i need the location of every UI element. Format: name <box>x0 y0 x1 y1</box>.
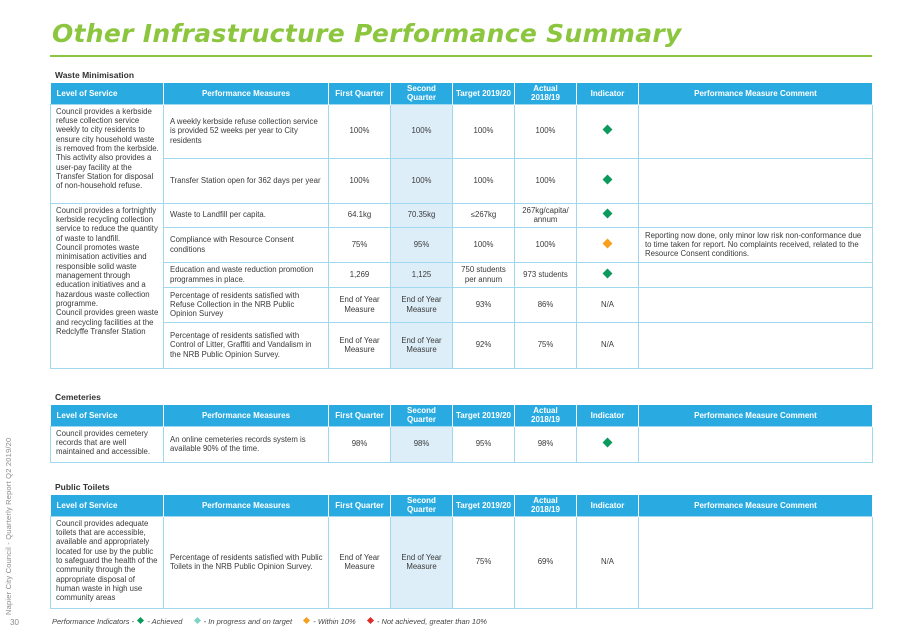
col-header-actual: Actual 2018/19 <box>515 495 577 516</box>
waste-table <box>50 83 873 369</box>
within-10-legend-icon <box>303 617 310 624</box>
actual-value: 100% <box>515 158 577 203</box>
achieved-indicator-icon <box>603 268 613 278</box>
performance-measure: Compliance with Resource Consent conditions <box>164 227 329 262</box>
table-row <box>51 203 873 227</box>
col-header-target: Target 2019/20 <box>453 405 515 426</box>
section-title-cemeteries: Cemeteries <box>55 392 101 402</box>
actual-value: 86% <box>515 287 577 322</box>
achieved-indicator-icon <box>603 438 613 448</box>
col-header-q1: First Quarter <box>329 405 391 426</box>
indicator-cell: N/A <box>577 287 639 322</box>
indicator-cell <box>577 158 639 203</box>
level-of-service: Council provides a kerbside refuse collection service weekly to city residents to ensure city household waste is removed from the kerbside. This activity also provides a user-pay facility at the Transfer Station for disposal of non-household refuse. <box>51 104 164 203</box>
target-value: 92% <box>453 322 515 368</box>
page-title: Other Infrastructure Performance Summary <box>52 19 682 48</box>
target-value: ≤267kg <box>453 203 515 227</box>
first-quarter-value: 100% <box>329 104 391 158</box>
actual-value: 98% <box>515 426 577 462</box>
col-header-comment: Performance Measure Comment <box>639 405 873 426</box>
second-quarter-value: 98% <box>391 426 453 462</box>
indicator-legend <box>52 617 495 626</box>
achieved-indicator-icon <box>603 174 613 184</box>
actual-value: 267kg/capita/ annum <box>515 203 577 227</box>
col-header-q1: First Quarter <box>329 495 391 516</box>
target-value: 93% <box>453 287 515 322</box>
target-value: 95% <box>453 426 515 462</box>
level-of-service: Council provides adequate toilets that are accessible, available and appropriately located for use by the public to safeguard the health of the community through the appropriate disposal of human waste in high use community areas <box>51 516 164 608</box>
second-quarter-value: 70.35kg <box>391 203 453 227</box>
target-value: 100% <box>453 104 515 158</box>
col-header-pm: Performance Measures <box>164 405 329 426</box>
toilets-table <box>50 495 873 609</box>
first-quarter-value: End of Year Measure <box>329 322 391 368</box>
first-quarter-value: 100% <box>329 158 391 203</box>
table-row <box>51 287 873 322</box>
col-header-los: Level of Service <box>51 83 164 104</box>
col-header-target: Target 2019/20 <box>453 83 515 104</box>
title-rule <box>50 55 872 57</box>
col-header-q2: Second Quarter <box>391 495 453 516</box>
comment-cell <box>639 158 873 203</box>
cemeteries-table <box>50 405 873 463</box>
not-achieved-legend-icon <box>367 617 374 624</box>
achieved-legend-icon <box>137 617 144 624</box>
performance-measure: A weekly kerbside refuse collection service is provided 52 weeks per year to City residents <box>164 104 329 158</box>
target-value: 100% <box>453 158 515 203</box>
table-row <box>51 104 873 158</box>
performance-measure: Percentage of residents satisfied with Refuse Collection in the NRB Public Opinion Survey <box>164 287 329 322</box>
target-value: 100% <box>453 227 515 262</box>
level-of-service: Council provides cemetery records that are well maintained and accessible. <box>51 426 164 462</box>
comment-cell: Reporting now done, only minor low risk non-conformance due to time taken for report. No complaints received, related to the Resource Consent conditions. <box>639 227 873 262</box>
col-header-comment: Performance Measure Comment <box>639 495 873 516</box>
second-quarter-value: End of Year Measure <box>391 516 453 608</box>
actual-value: 75% <box>515 322 577 368</box>
level-of-service: Council provides a fortnightly kerbside recycling collection service to reduce the quantity of waste to landfill. Council promotes waste minimisation activities and responsible solid waste management through education initiatives and a hazardous waste collection programme. Council provides green waste and recycling facilities at the Redclyffe Transfer Station <box>51 203 164 368</box>
second-quarter-value: End of Year Measure <box>391 287 453 322</box>
actual-value: 100% <box>515 227 577 262</box>
target-value: 75% <box>453 516 515 608</box>
comment-cell <box>639 203 873 227</box>
comment-cell <box>639 104 873 158</box>
legend-in-progress: - In progress and on target <box>203 617 293 626</box>
col-header-los: Level of Service <box>51 495 164 516</box>
comment-cell <box>639 262 873 287</box>
legend-not-achieved: - Not achieved, greater than 10% <box>376 617 487 626</box>
table-row <box>51 516 873 608</box>
indicator-cell <box>577 262 639 287</box>
achieved-indicator-icon <box>603 209 613 219</box>
page-number: 30 <box>10 618 19 627</box>
comment-cell <box>639 516 873 608</box>
legend-prefix: Performance Indicators - <box>52 617 135 626</box>
comment-cell <box>639 322 873 368</box>
indicator-cell <box>577 426 639 462</box>
legend-within: - Within 10% <box>313 617 356 626</box>
first-quarter-value: 75% <box>329 227 391 262</box>
in-progress-legend-icon <box>194 617 201 624</box>
col-header-actual: Actual 2018/19 <box>515 405 577 426</box>
section-title-waste: Waste Minimisation <box>55 70 135 80</box>
col-header-indicator: Indicator <box>577 405 639 426</box>
col-header-indicator: Indicator <box>577 83 639 104</box>
table-row <box>51 322 873 368</box>
col-header-actual: Actual 2018/19 <box>515 83 577 104</box>
indicator-cell <box>577 203 639 227</box>
target-value: 750 students per annum <box>453 262 515 287</box>
col-header-q2: Second Quarter <box>391 83 453 104</box>
col-header-pm: Performance Measures <box>164 83 329 104</box>
side-footer-text: Napier City Council - Quarterly Report Q2 2019/20 <box>4 437 13 615</box>
col-header-los: Level of Service <box>51 405 164 426</box>
second-quarter-value: 100% <box>391 104 453 158</box>
performance-measure: Percentage of residents satisfied with Control of Litter, Graffiti and Vandalism in the NRB Public Opinion Survey. <box>164 322 329 368</box>
actual-value: 100% <box>515 104 577 158</box>
performance-measure: Education and waste reduction promotion programmes in place. <box>164 262 329 287</box>
table-row <box>51 158 873 203</box>
actual-value: 69% <box>515 516 577 608</box>
table-row <box>51 227 873 262</box>
section-title-toilets: Public Toilets <box>55 482 110 492</box>
indicator-cell <box>577 227 639 262</box>
table-header-row <box>51 83 873 104</box>
col-header-comment: Performance Measure Comment <box>639 83 873 104</box>
actual-value: 973 students <box>515 262 577 287</box>
col-header-q2: Second Quarter <box>391 405 453 426</box>
col-header-pm: Performance Measures <box>164 495 329 516</box>
performance-measure: Transfer Station open for 362 days per year <box>164 158 329 203</box>
table-row <box>51 426 873 462</box>
second-quarter-value: 95% <box>391 227 453 262</box>
comment-cell <box>639 426 873 462</box>
table-row <box>51 262 873 287</box>
first-quarter-value: End of Year Measure <box>329 287 391 322</box>
table-header-row <box>51 495 873 516</box>
indicator-cell <box>577 104 639 158</box>
first-quarter-value: 1,269 <box>329 262 391 287</box>
within-10-indicator-icon <box>603 238 613 248</box>
legend-achieved: - Achieved <box>147 617 183 626</box>
first-quarter-value: 64.1kg <box>329 203 391 227</box>
performance-measure: An online cemeteries records system is available 90% of the time. <box>164 426 329 462</box>
first-quarter-value: 98% <box>329 426 391 462</box>
indicator-cell: N/A <box>577 516 639 608</box>
second-quarter-value: 1,125 <box>391 262 453 287</box>
achieved-indicator-icon <box>603 125 613 135</box>
table-header-row <box>51 405 873 426</box>
first-quarter-value: End of Year Measure <box>329 516 391 608</box>
col-header-target: Target 2019/20 <box>453 495 515 516</box>
comment-cell <box>639 287 873 322</box>
second-quarter-value: End of Year Measure <box>391 322 453 368</box>
indicator-cell: N/A <box>577 322 639 368</box>
col-header-q1: First Quarter <box>329 83 391 104</box>
performance-measure: Percentage of residents satisfied with Public Toilets in the NRB Public Opinion Survey. <box>164 516 329 608</box>
performance-measure: Waste to Landfill per capita. <box>164 203 329 227</box>
col-header-indicator: Indicator <box>577 495 639 516</box>
second-quarter-value: 100% <box>391 158 453 203</box>
